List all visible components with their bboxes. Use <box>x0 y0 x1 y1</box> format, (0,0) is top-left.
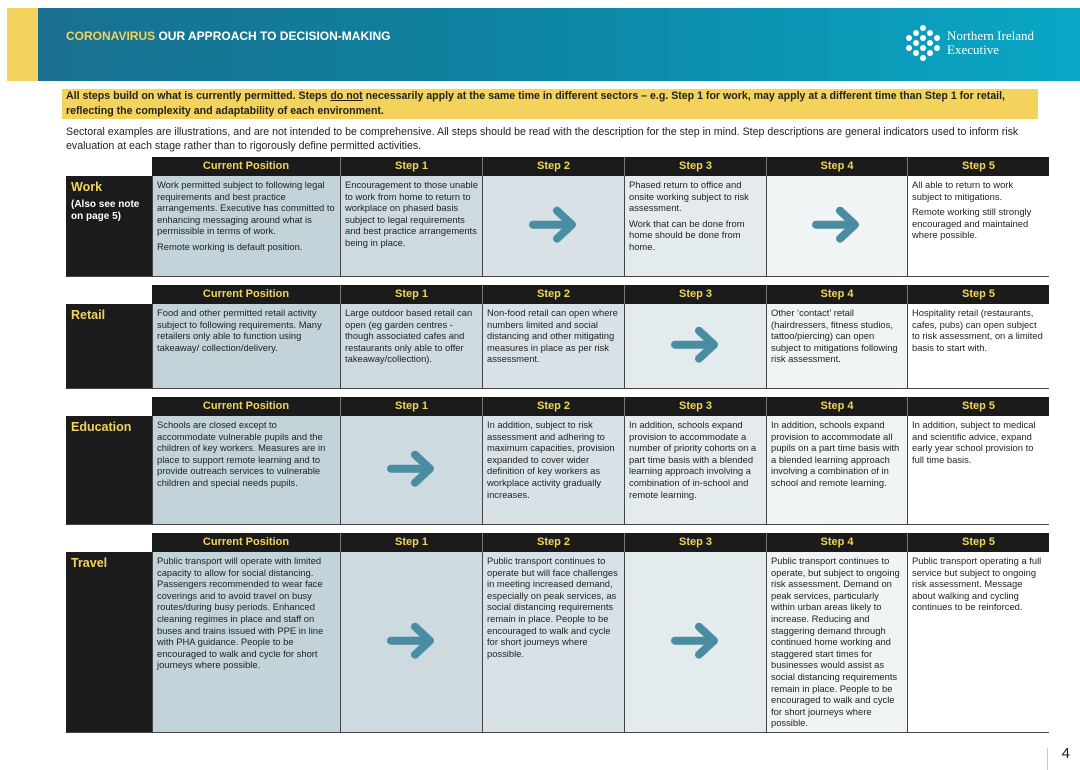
cell-step-3 <box>624 304 766 388</box>
cell-text: Food and other permitted retail activity subject to following requirements. Many retailers only able to function using takeaway/ collection/delivery. <box>157 307 322 353</box>
section-education <box>66 397 1049 525</box>
cell-step-1 <box>340 416 482 524</box>
column-header-1: Step 1 <box>340 397 482 416</box>
cell-text: Encouragement to those unable to work from home to return to workplace on phased basis subject to legal requirements and best practice arrangements being in place. <box>345 179 478 248</box>
cell-current-position <box>152 416 340 524</box>
column-header-5: Step 5 <box>907 533 1049 552</box>
cell-step-1 <box>340 304 482 388</box>
cell-text: Large outdoor based retail can open (eg garden centres - though associated cafes and restaurants only able to offer takeaway/collection). <box>345 307 473 365</box>
logo-line-2: Executive <box>947 42 999 57</box>
arrow-right-icon <box>671 622 721 663</box>
sector-row <box>66 552 1049 733</box>
cell-text: Public transport continues to operate but will face challenges in meeting increased demand, especially on peak services, as social distancing requirements remain in place. People to be encouraged to walk and cycle for short journeys where possible. <box>487 555 618 659</box>
cell-step-5 <box>907 416 1049 524</box>
sector-tables <box>62 157 1050 733</box>
cell-current-position <box>152 176 340 276</box>
sector-name: Travel <box>71 556 108 570</box>
accent-strip <box>7 8 38 81</box>
column-header-3: Step 3 <box>624 157 766 176</box>
note-line2: Step 1 for retail, reflecting the complexity and adaptability of each environment. <box>66 90 1005 117</box>
column-header-2: Step 2 <box>482 533 624 552</box>
column-header-4: Step 4 <box>766 397 907 416</box>
column-header-4: Step 4 <box>766 533 907 552</box>
cell-step-3 <box>624 416 766 524</box>
column-header-row <box>66 397 1049 416</box>
column-header-5: Step 5 <box>907 285 1049 304</box>
cell-current-position <box>152 552 340 732</box>
column-header-5: Step 5 <box>907 157 1049 176</box>
column-header-row <box>66 285 1049 304</box>
sector-row <box>66 416 1049 525</box>
sector-label <box>66 304 152 388</box>
cell-step-1 <box>340 176 482 276</box>
cell-text: Remote working still strongly encouraged and maintained where possible. <box>912 206 1032 241</box>
sector-label <box>66 176 152 276</box>
section-travel <box>66 533 1049 733</box>
arrow-right-icon <box>387 450 437 491</box>
cell-step-4 <box>766 552 907 732</box>
arrow-right-icon <box>529 206 579 247</box>
column-header-1: Step 1 <box>340 157 482 176</box>
column-header-3: Step 3 <box>624 397 766 416</box>
cell-text: In addition, schools expand provision to accommodate all pupils on a part time basis with a blended learning approach involving a combination of in school and remote learning. <box>771 419 900 488</box>
sector-name: Work <box>71 180 103 194</box>
column-header-0: Current Position <box>152 533 340 552</box>
column-header-row <box>66 157 1049 176</box>
note-underlined: do not <box>330 90 363 102</box>
main-content <box>62 89 1050 741</box>
column-header-3: Step 3 <box>624 533 766 552</box>
highlight-note <box>62 89 1038 119</box>
arrow-right-icon <box>671 326 721 367</box>
cell-step-4 <box>766 176 907 276</box>
column-header-row <box>66 533 1049 552</box>
cell-text: Other ‘contact’ retail (hairdressers, fitness studios, tattoo/piercing) can open subject to mitigations following risk assessment. <box>771 307 898 365</box>
sector-note: (Also see note on page 5) <box>71 199 140 222</box>
cell-step-2 <box>482 416 624 524</box>
cell-text: Schools are closed except to accommodate vulnerable pupils and the children of key workers. Measures are in place to support remote learning and to provide outreach services to vulnerable children and special needs pupils. <box>157 419 326 488</box>
cell-text: In addition, subject to medical and scientific advice, expand early year school provision to full time basis. <box>912 419 1036 465</box>
cell-text: Public transport will operate with limited capacity to allow for social distancing. Passengers recommended to wear face coverings and to avoid travel on busy routes/during busy periods. Enhanced cleaning regimes in place and staff on buses and trains issued with PPE in line with PHA guidance. People to be encouraged to walk and cycle for short journeys where possible. <box>157 555 324 671</box>
sector-label <box>66 552 152 732</box>
cell-text: Phased return to office and onsite working subject to risk assessment. <box>629 179 749 214</box>
page-title <box>66 29 390 43</box>
ni-executive-logo <box>905 24 1034 62</box>
column-header-2: Step 2 <box>482 285 624 304</box>
column-header-3: Step 3 <box>624 285 766 304</box>
header-spacer <box>66 157 152 176</box>
column-header-2: Step 2 <box>482 397 624 416</box>
header-spacer <box>66 533 152 552</box>
cell-step-2 <box>482 304 624 388</box>
header-banner <box>7 8 1080 81</box>
cell-step-5 <box>907 552 1049 732</box>
logo-emblem-icon <box>905 24 941 62</box>
sector-row <box>66 304 1049 389</box>
cell-step-5 <box>907 176 1049 276</box>
note-part1: All steps build on what is currently permitted. Steps <box>66 90 331 102</box>
arrow-right-icon <box>812 206 862 247</box>
column-header-0: Current Position <box>152 285 340 304</box>
header-spacer <box>66 397 152 416</box>
cell-text: In addition, subject to risk assessment and adhering to maximum capacities, provision expanded to cover wider definition of key workers as workplace activity gradually increases. <box>487 419 615 500</box>
note-part2: necessarily apply at the same time in different sectors – e.g. Step 1 for work, may apply at a different time than <box>362 90 922 102</box>
cell-step-3 <box>624 552 766 732</box>
cell-text: Work permitted subject to following legal requirements and best practice arrangements. Executive has committed to enhancing messaging around what is permissible in terms of work. <box>157 179 335 237</box>
cell-text: All able to return to work subject to mitigations. <box>912 179 1014 202</box>
header-spacer <box>66 285 152 304</box>
intro-text: Sectoral examples are illustrations, and are not intended to be comprehensive. All steps should be read with the description for the step in mind. Step descriptions are general indicators used to inform risk evaluation at each stage rather than to rigorously define permitted activities. <box>66 126 1019 152</box>
section-retail <box>66 285 1049 389</box>
sector-label <box>66 416 152 524</box>
cell-step-2 <box>482 552 624 732</box>
title-rest: OUR APPROACH TO DECISION-MAKING <box>155 29 391 43</box>
cell-step-1 <box>340 552 482 732</box>
cell-current-position <box>152 304 340 388</box>
arrow-right-icon <box>387 622 437 663</box>
title-highlight: CORONAVIRUS <box>66 29 156 43</box>
logo-line-1: Northern Ireland <box>947 28 1034 43</box>
cell-step-4 <box>766 304 907 388</box>
cell-text: Hospitality retail (restaurants, cafes, pubs) can open subject to risk assessment, on a limited basis to start with. <box>912 307 1043 353</box>
cell-step-4 <box>766 416 907 524</box>
cell-text: Public transport continues to operate, but subject to ongoing risk assessment. Demand on peak services, particularly within urban areas likely to increase. Reducing and staggering demand through continued home working and staggered start times for businesses would assist as social distancing requirements remain in place. People to be encouraged to walk and cycle for short journeys where possible. <box>771 555 900 729</box>
column-header-1: Step 1 <box>340 533 482 552</box>
sector-name: Education <box>71 420 132 434</box>
section-work <box>66 157 1049 277</box>
cell-text: In addition, schools expand provision to accommodate a number of priority cohorts on a part time basis with a blended learning approach involving a combination of in-school and remote learning. <box>629 419 757 500</box>
column-header-1: Step 1 <box>340 285 482 304</box>
sector-row <box>66 176 1049 277</box>
column-header-2: Step 2 <box>482 157 624 176</box>
sector-name: Retail <box>71 308 106 322</box>
column-header-0: Current Position <box>152 397 340 416</box>
cell-step-5 <box>907 304 1049 388</box>
cell-text: Public transport operating a full service but subject to ongoing risk assessment. Message about walking and cycling continues to be reinforced. <box>912 555 1042 613</box>
cell-text: Work that can be done from home should be done from home. <box>629 217 745 252</box>
cell-step-3 <box>624 176 766 276</box>
page-number: 4 <box>1061 745 1070 762</box>
column-header-5: Step 5 <box>907 397 1049 416</box>
cell-text: Non-food retail can open where numbers limited and social distancing and other mitigating measures in place as per risk assessment. <box>487 307 618 365</box>
page-divider <box>1047 748 1048 770</box>
cell-text: Remote working is default position. <box>157 240 303 252</box>
column-header-0: Current Position <box>152 157 340 176</box>
column-header-4: Step 4 <box>766 157 907 176</box>
column-header-4: Step 4 <box>766 285 907 304</box>
cell-step-2 <box>482 176 624 276</box>
